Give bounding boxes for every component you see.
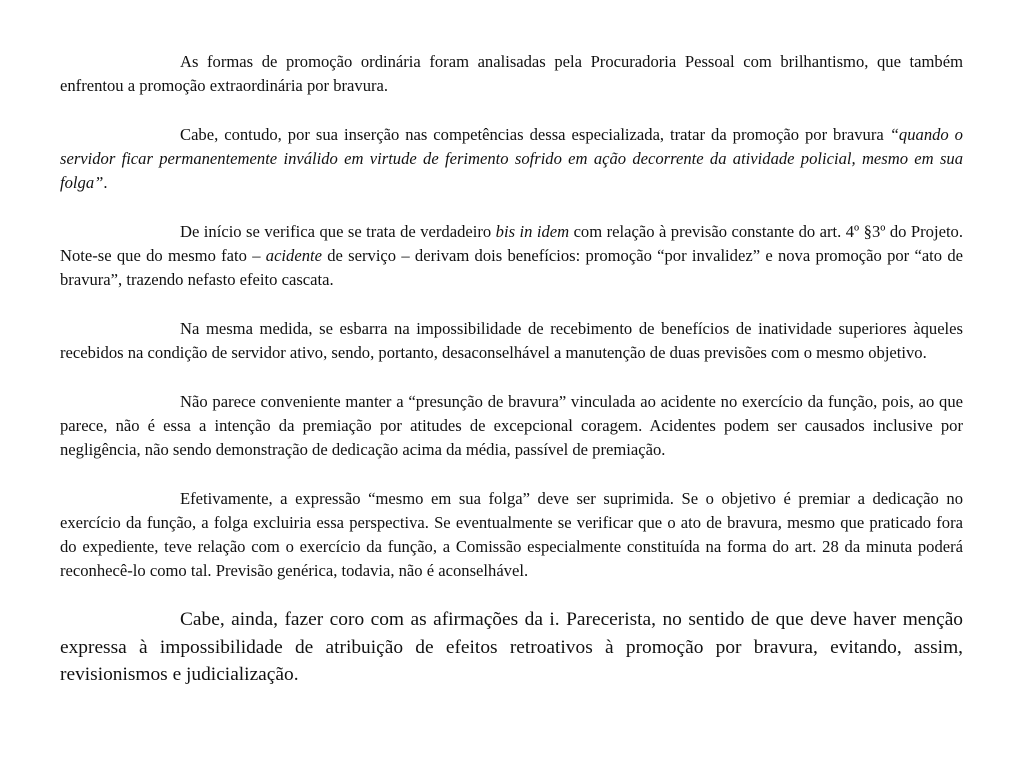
paragraph-7-text: Cabe, ainda, fazer coro com as afirmações da i. Parecerista, no sentido de que deve haver menção expressa à impossibilidade de atribuição de efeitos retroativos à promoção por bravura, evitando, assim, revisionismos e judicialização.: [60, 609, 963, 685]
paragraph-6: [60, 487, 963, 583]
paragraph-3-text-c: de serviço – derivam dois benefícios: promoção “por invalidez” e nova promoção por “ato de bravura”, trazendo nefasto efeito cascata.: [60, 246, 964, 289]
paragraph-1: [60, 50, 963, 98]
paragraph-3-text-b: com relação à previsão constante do art. 4º §3º do Projeto. Note-se que do mesmo fato –: [60, 222, 963, 265]
paragraph-2-text-a: Cabe, contudo, por sua inserção nas competências dessa especializada, tratar da promoção por bravura: [180, 125, 890, 144]
paragraph-4-text: Na mesma medida, se esbarra na impossibilidade de recebimento de benefícios de inatividade superiores àqueles recebidos na condição de servidor ativo, sendo, portanto, desaconselhável a manutenção de duas previsões com o mesmo objetivo.: [60, 319, 963, 362]
paragraph-6-text: Efetivamente, a expressão “mesmo em sua folga” deve ser suprimida. Se o objetivo é premiar a dedicação no exercício da função, a folga excluiria essa perspectiva. Se eventualmente se verificar que o ato de bravura, mesmo que praticado fora do expediente, teve relação com o exercício da função, a Comissão especialmente constituída na forma do art. 28 da minuta poderá reconhecê-lo como tal. Previsão genérica, todavia, não é aconselhável.: [60, 489, 963, 580]
paragraph-2-text-b: .: [103, 173, 108, 192]
paragraph-5-text: Não parece conveniente manter a “presunção de bravura” vinculada ao acidente no exercício da função, pois, ao que parece, não é essa a intenção da premiação por atitudes de excepcional coragem. Acidentes podem ser causados inclusive por negligência, não sendo demonstração de dedicação acima da média, passível de premiação.: [60, 392, 963, 459]
paragraph-7: [60, 606, 963, 689]
paragraph-3-text-a: De início se verifica que se trata de verdadeiro: [180, 222, 496, 241]
paragraph-3: [60, 220, 963, 292]
paragraph-1-text: As formas de promoção ordinária foram analisadas pela Procuradoria Pessoal com brilhantismo, que também enfrentou a promoção extraordinária por bravura.: [60, 52, 963, 95]
paragraph-3-latin-term: bis in idem: [495, 222, 570, 241]
paragraph-2: [60, 123, 963, 195]
paragraph-3-emphasis: acidente: [265, 246, 322, 265]
paragraph-2-quote: “quando o servidor ficar permanentemente inválido em virtude de ferimento sofrido em ação decorrente da atividade policial, mesmo em sua folga”: [60, 125, 963, 192]
paragraph-5: [60, 390, 963, 462]
document-page: [60, 50, 963, 689]
paragraph-4: [60, 317, 963, 365]
